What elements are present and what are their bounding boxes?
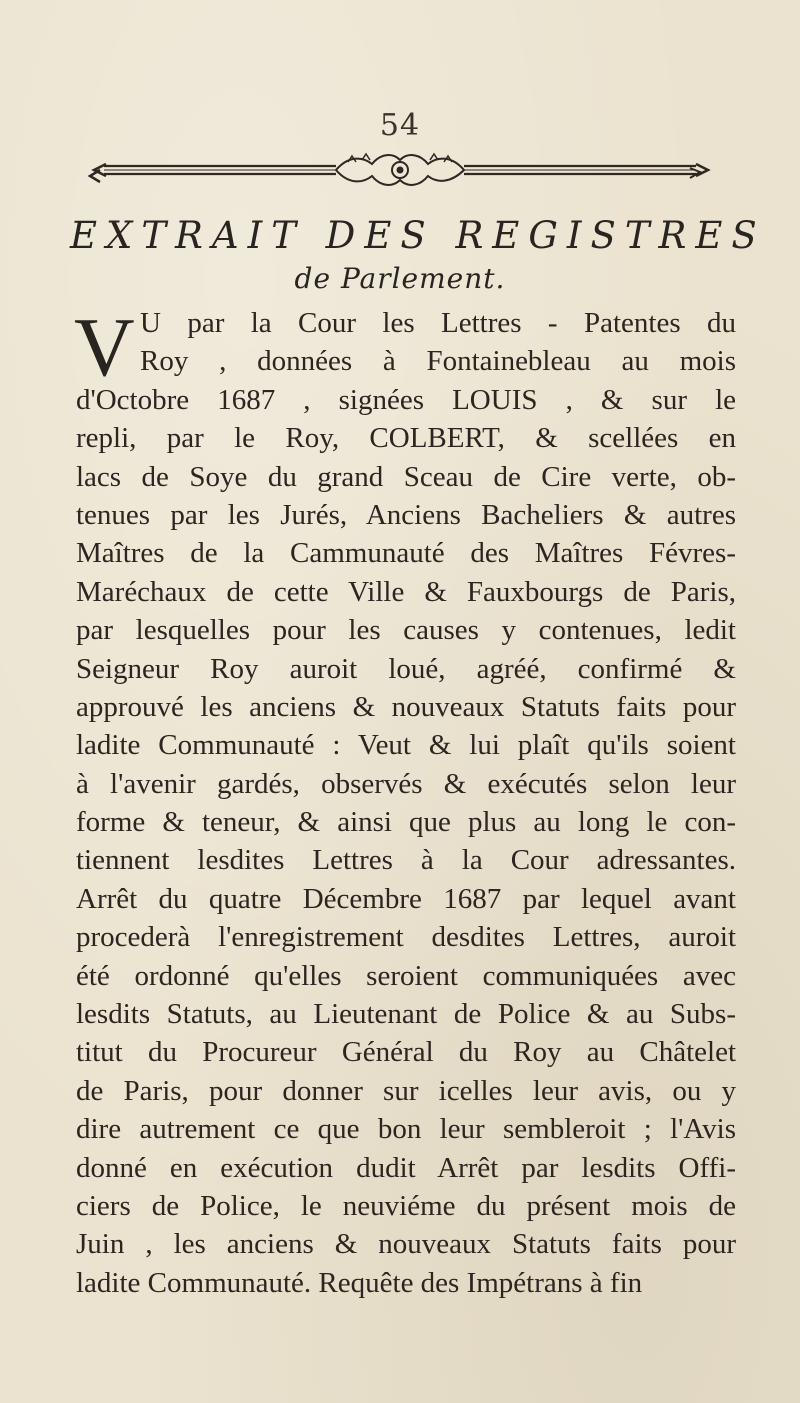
text-line: dire autrement ce que bon leur sembleroit ; l'Avis (76, 1113, 736, 1146)
text-line: forme & teneur, & ainsi que plus au long le con- (76, 806, 736, 839)
text-line: donné en exécution dudit Arrêt par lesdits Offi- (76, 1151, 736, 1184)
text-line: à l'avenir gardés, observés & exécutés selon leur (76, 767, 736, 800)
body-text (74, 301, 736, 1302)
document-heading: EXTRAIT DES REGISTRES (70, 214, 766, 257)
text-line: U par la Cour les Lettres - Patentes du (140, 307, 736, 339)
text-line: Roy , données à Fontainebleau au mois (140, 345, 736, 378)
text-line: Seigneur Roy auroit loué, agréé, confirmé & (76, 652, 736, 685)
text-line: tiennent lesdites Lettres à la Cour adressantes. (76, 844, 736, 877)
text-line: ladite Communauté. Requête des Impétrans à fin (76, 1266, 643, 1299)
text-line: procederà l'enregistrement desdites Lettres, auroit (76, 921, 736, 954)
text-line: ciers de Police, le neuviéme du présent mois de (76, 1189, 736, 1222)
document-subheading: de Parlement. (294, 262, 506, 295)
text-line: été ordonné qu'elles seroient communiquées avec (76, 959, 736, 992)
text-line: Arrêt du quatre Décembre 1687 par lequel avant (76, 882, 736, 915)
text-line: ladite Communauté : Veut & lui plaît qu'ils soient (76, 729, 736, 762)
text-line: titut du Procureur Général du Roy au Châtelet (76, 1036, 736, 1069)
text-line: Juin , les anciens & nouveaux Statuts faits pour (76, 1228, 736, 1261)
page-number: 54 (379, 108, 421, 143)
text-line: lesdits Statuts, au Lieutenant de Police & au Subs- (76, 998, 736, 1031)
text-line: Maréchaux de cette Ville & Fauxbourgs de Paris, (76, 575, 736, 608)
text-line: Maîtres de la Cammunauté des Maîtres Févres- (76, 537, 736, 570)
text-line: par lesquelles pour les causes y contenues, ledit (76, 614, 736, 647)
text-line: repli, par le Roy, COLBERT, & scellées en (76, 422, 736, 455)
text-line: de Paris, pour donner sur icelles leur avis, ou y (76, 1074, 736, 1107)
drop-cap: V (74, 301, 135, 394)
text-line: approuvé les anciens & nouveaux Statuts faits pour (76, 690, 736, 723)
ornamental-divider (86, 150, 714, 190)
text-line: tenues par les Jurés, Anciens Bacheliers & autres (76, 498, 736, 531)
text-line: lacs de Soye du grand Sceau de Cire verte, ob- (76, 460, 736, 493)
text-line: d'Octobre 1687 , signées LOUIS , & sur le (76, 383, 736, 416)
